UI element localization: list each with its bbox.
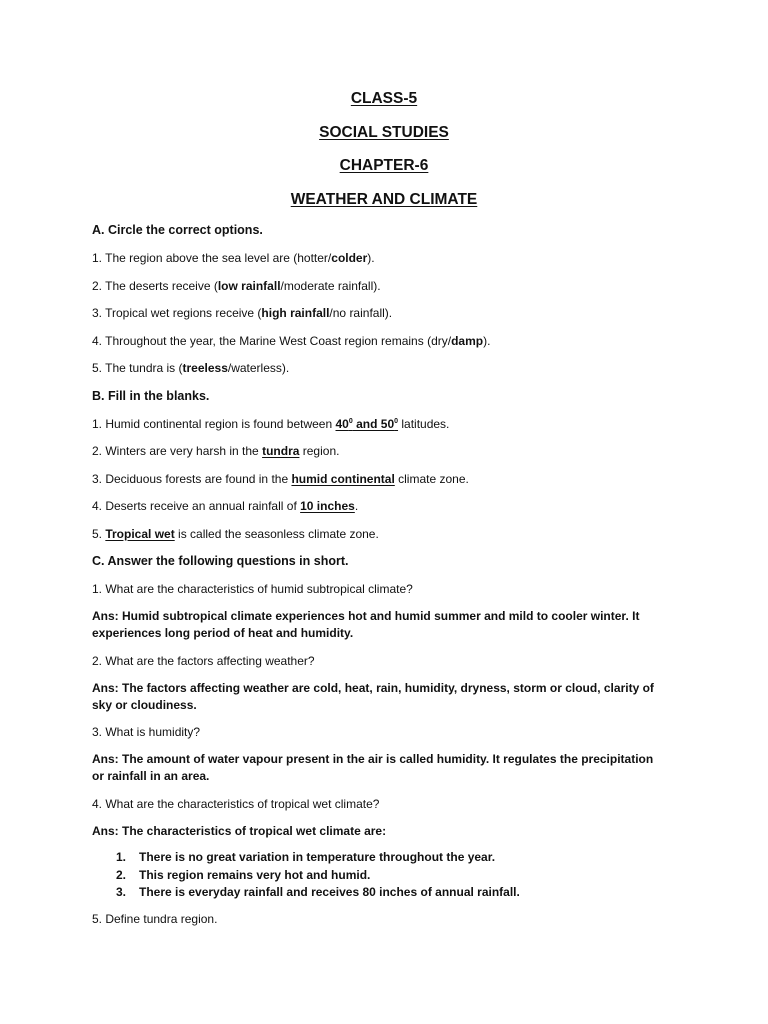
answer-1: Ans: Humid subtropical climate experiences hot and humid summer and mild to cooler winter. It: [92, 609, 640, 623]
question-2: 2. What are the factors affecting weather?: [92, 653, 315, 668]
section-b-heading: B. Fill in the blanks.: [92, 388, 210, 403]
list-item: 1. There is no great variation in temperature throughout the year.: [116, 850, 496, 864]
section-b-item: 1. Humid continental region is found between $40^0$ and $50^0$ latitudes.: [92, 416, 450, 431]
answer-4-list: [92, 849, 677, 902]
answer-2-cont: sky or cloudiness.: [92, 697, 197, 712]
section-b-item: 5. Tropical wet is called the seasonless climate zone.: [92, 526, 379, 541]
document-body: [92, 222, 677, 928]
blank-answer: Tropical wet: [105, 526, 175, 541]
section-a-item: 1. The region above the sea level are (hotter/colder).: [92, 251, 375, 265]
answer-2: Ans: The factors affecting weather are cold, heat, rain, humidity, dryness, storm or cloud, clarity of: [92, 680, 654, 695]
section-c-heading: C. Answer the following questions in short.: [92, 554, 349, 568]
class-title: CLASS-5: [350, 90, 418, 107]
section-a-item: 5. The tundra is (treeless/waterless).: [92, 361, 290, 375]
section-a-item: 3. Tropical wet regions receive (high rainfall/no rainfall).: [92, 306, 393, 320]
topic-title: WEATHER AND CLIMATE: [290, 190, 478, 208]
section-b-item: 4. Deserts receive an annual rainfall of 10 inches.: [92, 499, 359, 513]
list-item: 2. This region remains very hot and humid.: [116, 867, 371, 882]
section-a-item: 4. Throughout the year, the Marine West Coast region remains (dry/damp).: [92, 333, 491, 348]
question-5: 5. Define tundra region.: [92, 911, 218, 926]
section-b-item: 3. Deciduous forests are found in the humid continental climate zone.: [92, 471, 469, 486]
question-4: 4. What are the characteristics of tropical wet climate?: [92, 797, 380, 811]
question-1: 1. What are the characteristics of humid subtropical climate?: [92, 582, 413, 596]
subject-title: SOCIAL STUDIES: [319, 123, 449, 141]
answer-4-intro: Ans: The characteristics of tropical wet climate are:: [92, 823, 387, 838]
blank-answer: tundra: [262, 444, 300, 458]
list-item: 3. There is everyday rainfall and receives 80 inches of annual rainfall.: [116, 885, 520, 899]
answer-3: Ans: The amount of water vapour present in the air is called humidity. It regulates the precipitation: [92, 752, 654, 766]
question-3: 3. What is humidity?: [92, 725, 201, 739]
section-b-item: 2. Winters are very harsh in the tundra region.: [92, 444, 340, 458]
answer-3-cont: or rainfall in an area.: [92, 769, 210, 783]
section-a-item: 2. The deserts receive (low rainfall/moderate rainfall).: [92, 278, 381, 293]
blank-answer: $40^0$ and $50^0$: [335, 416, 399, 431]
section-a-heading: A. Circle the correct options.: [92, 223, 263, 237]
blank-answer: humid continental: [291, 471, 395, 486]
blank-answer: 10 inches: [300, 499, 355, 513]
document-header: [0, 89, 768, 223]
answer-1-cont: experiences long period of heat and humidity.: [92, 626, 354, 640]
chapter-title: CHAPTER-6: [339, 157, 429, 174]
